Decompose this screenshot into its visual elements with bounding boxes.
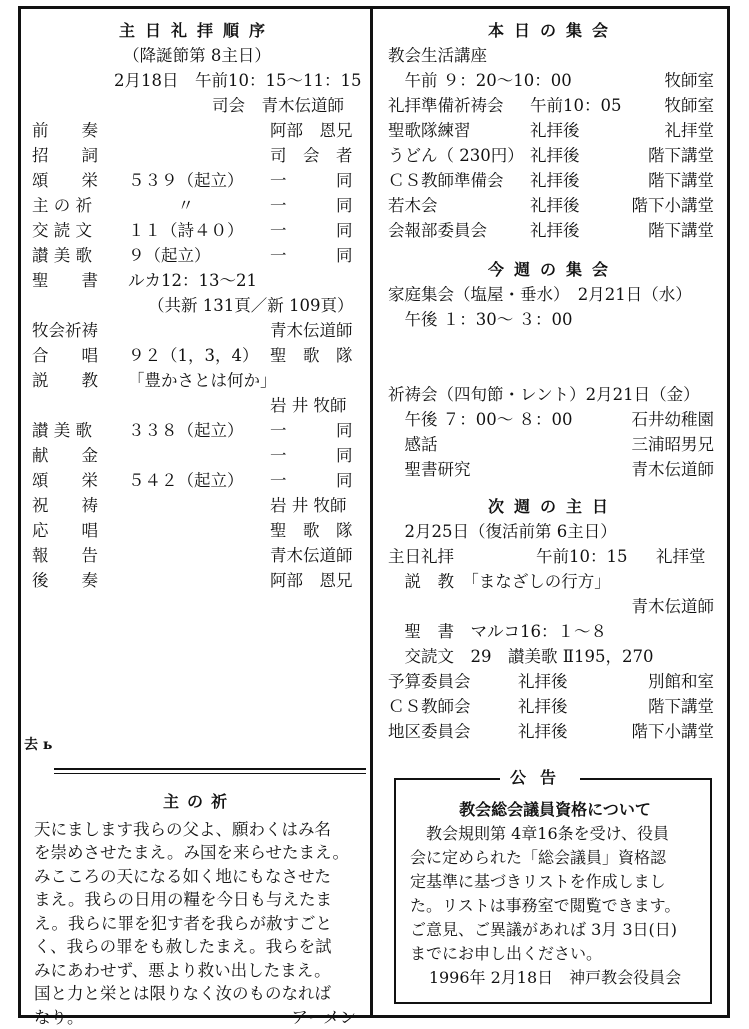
worship-presider: 司会 青木伝道師 <box>32 93 362 118</box>
order-person: 阿部 恩兄 <box>270 118 353 143</box>
order-row <box>32 368 362 393</box>
notice-line: た。リストは事務室で閲覧できます。 <box>410 894 700 918</box>
order-detail: ９２（1，3，4） <box>128 343 259 368</box>
worship-order-subtitle: （降誕節第 8主日） <box>32 43 362 68</box>
order-row <box>32 468 362 493</box>
today-meetings-title: 本日の集会 <box>388 18 718 43</box>
prayer-line: まえ。我らの日用の糧を今日も与えたま <box>34 888 364 912</box>
notice-line: までにお申し出ください。 <box>410 942 700 966</box>
order-row <box>32 518 362 543</box>
order-detail: １１（詩４０） <box>128 218 244 243</box>
order-row <box>32 318 362 343</box>
prayer-line: なり。 <box>34 1006 364 1029</box>
meeting-row <box>388 43 718 68</box>
order-label: 後 奏 <box>32 568 98 593</box>
meeting-row <box>388 432 718 457</box>
notice-label: 公告 <box>500 766 580 790</box>
order-label: 応 唱 <box>32 518 98 543</box>
order-label: 報 告 <box>32 543 98 568</box>
meeting-time: 礼拝後 <box>530 143 580 168</box>
order-row <box>32 418 362 443</box>
meeting-place: 石井幼稚園 <box>632 407 715 432</box>
prayer-meeting: 祈祷会（四旬節・レント）2月21日（金） <box>388 382 718 407</box>
next-scripture: 聖 書 マルコ16：１〜８ <box>388 619 718 644</box>
next-service-label: 主日礼拝 <box>388 544 454 569</box>
order-label: 頌 栄 <box>32 168 98 193</box>
meeting-place: 三浦昭男兄 <box>632 432 715 457</box>
order-label: 献 金 <box>32 443 98 468</box>
order-person: 司 会 者 <box>270 143 353 168</box>
order-detail: ５３９（起立） <box>128 168 244 193</box>
scan-mark: 去 ь <box>24 734 52 754</box>
order-label: 讃 美 歌 <box>32 418 92 443</box>
meeting-row <box>388 143 718 168</box>
order-row <box>32 168 362 193</box>
meeting-name: 会報部委員会 <box>388 218 487 243</box>
next-hymns: 交読文 29 讃美歌 Ⅱ195，270 <box>388 644 718 669</box>
meeting-place: 階下講堂 <box>648 694 714 719</box>
meeting-place: 階下講堂 <box>648 218 714 243</box>
prayer-line: え。我らに罪を犯す者を我らが赦すごと <box>34 912 364 936</box>
order-row <box>32 493 362 518</box>
order-row <box>32 568 362 593</box>
order-row <box>32 193 362 218</box>
meeting-name: 感話 <box>388 432 438 457</box>
home-meeting-time: 午後 １：30〜 ３：00 <box>388 307 718 332</box>
meeting-row <box>388 168 718 193</box>
meeting-name: 聖歌隊練習 <box>388 118 471 143</box>
meeting-row <box>388 719 718 744</box>
meeting-time: 午前10：05 <box>530 93 622 118</box>
order-row <box>32 143 362 168</box>
order-row <box>32 543 362 568</box>
week-meetings-title: 今週の集会 <box>388 257 718 282</box>
meeting-row <box>388 669 718 694</box>
meeting-name: 地区委員会 <box>388 719 471 744</box>
order-person: 一 同 <box>270 468 353 493</box>
meeting-time: 礼拝後 <box>518 669 568 694</box>
today-meetings-list <box>388 43 718 243</box>
order-person: 一 同 <box>270 418 353 443</box>
order-label: 主 の 祈 <box>32 193 92 218</box>
meeting-row <box>388 93 718 118</box>
next-sunday-title: 次週の主日 <box>388 494 718 519</box>
meeting-place: 礼拝堂 <box>665 118 715 143</box>
lords-prayer-title: 主の祈 <box>34 790 364 814</box>
next-sermon: 説 教 「まなざしの行方」 <box>388 569 718 594</box>
meeting-row <box>388 193 718 218</box>
sermon-preacher: 岩 井 牧師 <box>32 393 362 418</box>
worship-order-list-3 <box>32 418 362 593</box>
worship-datetime: 2月18日 午前10：15〜11：15 <box>32 68 362 93</box>
order-row <box>32 443 362 468</box>
order-label: 頌 栄 <box>32 468 98 493</box>
next-meetings-list <box>388 669 718 744</box>
meeting-time: 礼拝後 <box>518 694 568 719</box>
order-label: 招 詞 <box>32 143 98 168</box>
home-meeting: 家庭集会（塩屋・垂水） 2月21日（水） <box>388 282 718 307</box>
meeting-name: 聖書研究 <box>388 457 471 482</box>
worship-order-section <box>32 18 362 593</box>
order-detail: 〃 <box>128 193 194 218</box>
divider-rule-thin <box>54 773 366 774</box>
next-sunday-date: 2月25日（復活前第 6主日） <box>388 519 718 544</box>
order-row <box>32 218 362 243</box>
notice-body <box>410 822 700 966</box>
meetings-section <box>388 18 718 744</box>
order-label: 前 奏 <box>32 118 98 143</box>
worship-order-title: 主日礼拝順序 <box>32 18 362 43</box>
order-label: 讃 美 歌 <box>32 243 92 268</box>
order-person: 一 同 <box>270 193 353 218</box>
meeting-row <box>388 407 718 432</box>
order-label: 牧会祈祷 <box>32 318 98 343</box>
meeting-row <box>388 218 718 243</box>
meeting-time: 礼拝後 <box>530 218 580 243</box>
notice-signature: 1996年 2月18日 神戸教会役員会 <box>410 966 700 990</box>
order-row <box>32 118 362 143</box>
order-detail: 「豊かさとは何か」 <box>128 368 277 393</box>
order-person: 聖 歌 隊 <box>270 343 353 368</box>
prayer-line: 国と力と栄とは限りなく汝のものなれば <box>34 982 364 1006</box>
meeting-place: 階下講堂 <box>648 168 714 193</box>
order-person: 青木伝道師 <box>270 318 353 343</box>
order-row <box>32 268 362 293</box>
scripture-page: （共新 131頁／新 109頁） <box>32 293 362 318</box>
meeting-name: 予算委員会 <box>388 669 471 694</box>
worship-order-list-2 <box>32 318 362 393</box>
meeting-row <box>388 694 718 719</box>
meeting-name: 午前 ９：20〜10：00 <box>388 68 572 93</box>
meeting-name: うどん（ 230円） <box>388 143 524 168</box>
order-label: 合 唱 <box>32 343 98 368</box>
meeting-name: 午後 ７：00〜 ８：00 <box>388 407 572 432</box>
meeting-place: 牧師室 <box>665 93 715 118</box>
notice-line: 会に定められた「総会議員」資格認 <box>410 846 700 870</box>
notice-line: 定基準に基づきリストを作成しまし <box>410 870 700 894</box>
column-divider <box>370 6 373 1018</box>
prayer-amen: アーメン <box>291 1006 356 1029</box>
notice-heading: 教会総会議員資格について <box>410 798 700 822</box>
order-detail: ５４２（起立） <box>128 468 244 493</box>
notice-line: ご意見、ご異議があれば 3月 3日(日) <box>410 918 700 942</box>
worship-order-list <box>32 118 362 293</box>
divider-rule <box>54 768 366 770</box>
order-person: 一 同 <box>270 168 353 193</box>
order-person: 阿部 恩兄 <box>270 568 353 593</box>
prayer-meeting-details <box>388 407 718 482</box>
order-detail: ルカ12：13〜21 <box>128 268 257 293</box>
notice-line: 教会規則第 4章16条を受け、役員 <box>410 822 700 846</box>
order-row <box>32 343 362 368</box>
next-service-place: 礼拝堂 <box>656 544 706 569</box>
next-service-time: 午前10：15 <box>536 544 628 569</box>
prayer-line: く、我らの罪をも赦したまえ。我らを試 <box>34 935 364 959</box>
order-label: 祝 祷 <box>32 493 98 518</box>
meeting-name: ＣＳ教師会 <box>388 694 471 719</box>
order-label: 交 読 文 <box>32 218 92 243</box>
order-row <box>32 243 362 268</box>
meeting-row <box>388 68 718 93</box>
order-detail: ９（起立） <box>128 243 211 268</box>
meeting-row <box>388 118 718 143</box>
order-person: 青木伝道師 <box>270 543 353 568</box>
prayer-line: 天にまします我らの父よ、願わくはみ名 <box>34 818 364 842</box>
notice-box <box>394 778 712 1004</box>
prayer-line: みこころの天になる如く地にもなさせた <box>34 865 364 889</box>
meeting-place: 別館和室 <box>648 669 714 694</box>
prayer-line: みにあわせず、悪より救い出したまえ。 <box>34 959 364 983</box>
order-detail: ３３８（起立） <box>128 418 244 443</box>
next-preacher: 青木伝道師 <box>388 594 718 619</box>
meeting-place: 階下講堂 <box>648 143 714 168</box>
order-label: 説 教 <box>32 368 98 393</box>
prayer-line: を崇めさせたまえ。み国を来らせたまえ。 <box>34 841 364 865</box>
order-label: 聖 書 <box>32 268 98 293</box>
next-service-row <box>388 544 718 569</box>
meeting-place: 牧師室 <box>665 68 715 93</box>
order-person: 聖 歌 隊 <box>270 518 353 543</box>
meeting-place: 階下小講堂 <box>632 719 715 744</box>
lords-prayer-text <box>34 818 364 1029</box>
meeting-time: 礼拝後 <box>518 719 568 744</box>
meeting-name: 教会生活講座 <box>388 43 487 68</box>
meeting-time: 礼拝後 <box>530 193 580 218</box>
meeting-name: 若木会 <box>388 193 438 218</box>
meeting-time: 礼拝後 <box>530 118 580 143</box>
meeting-time: 礼拝後 <box>530 168 580 193</box>
order-person: 一 同 <box>270 443 353 468</box>
order-person: 岩 井 牧師 <box>270 493 347 518</box>
meeting-name: 礼拝準備祈祷会 <box>388 93 504 118</box>
meeting-place: 階下小講堂 <box>632 193 715 218</box>
meeting-place: 青木伝道師 <box>632 457 715 482</box>
meeting-row <box>388 457 718 482</box>
meeting-name: ＣＳ教師準備会 <box>388 168 504 193</box>
order-person: 一 同 <box>270 243 353 268</box>
order-person: 一 同 <box>270 218 353 243</box>
lords-prayer-section <box>34 790 364 1029</box>
